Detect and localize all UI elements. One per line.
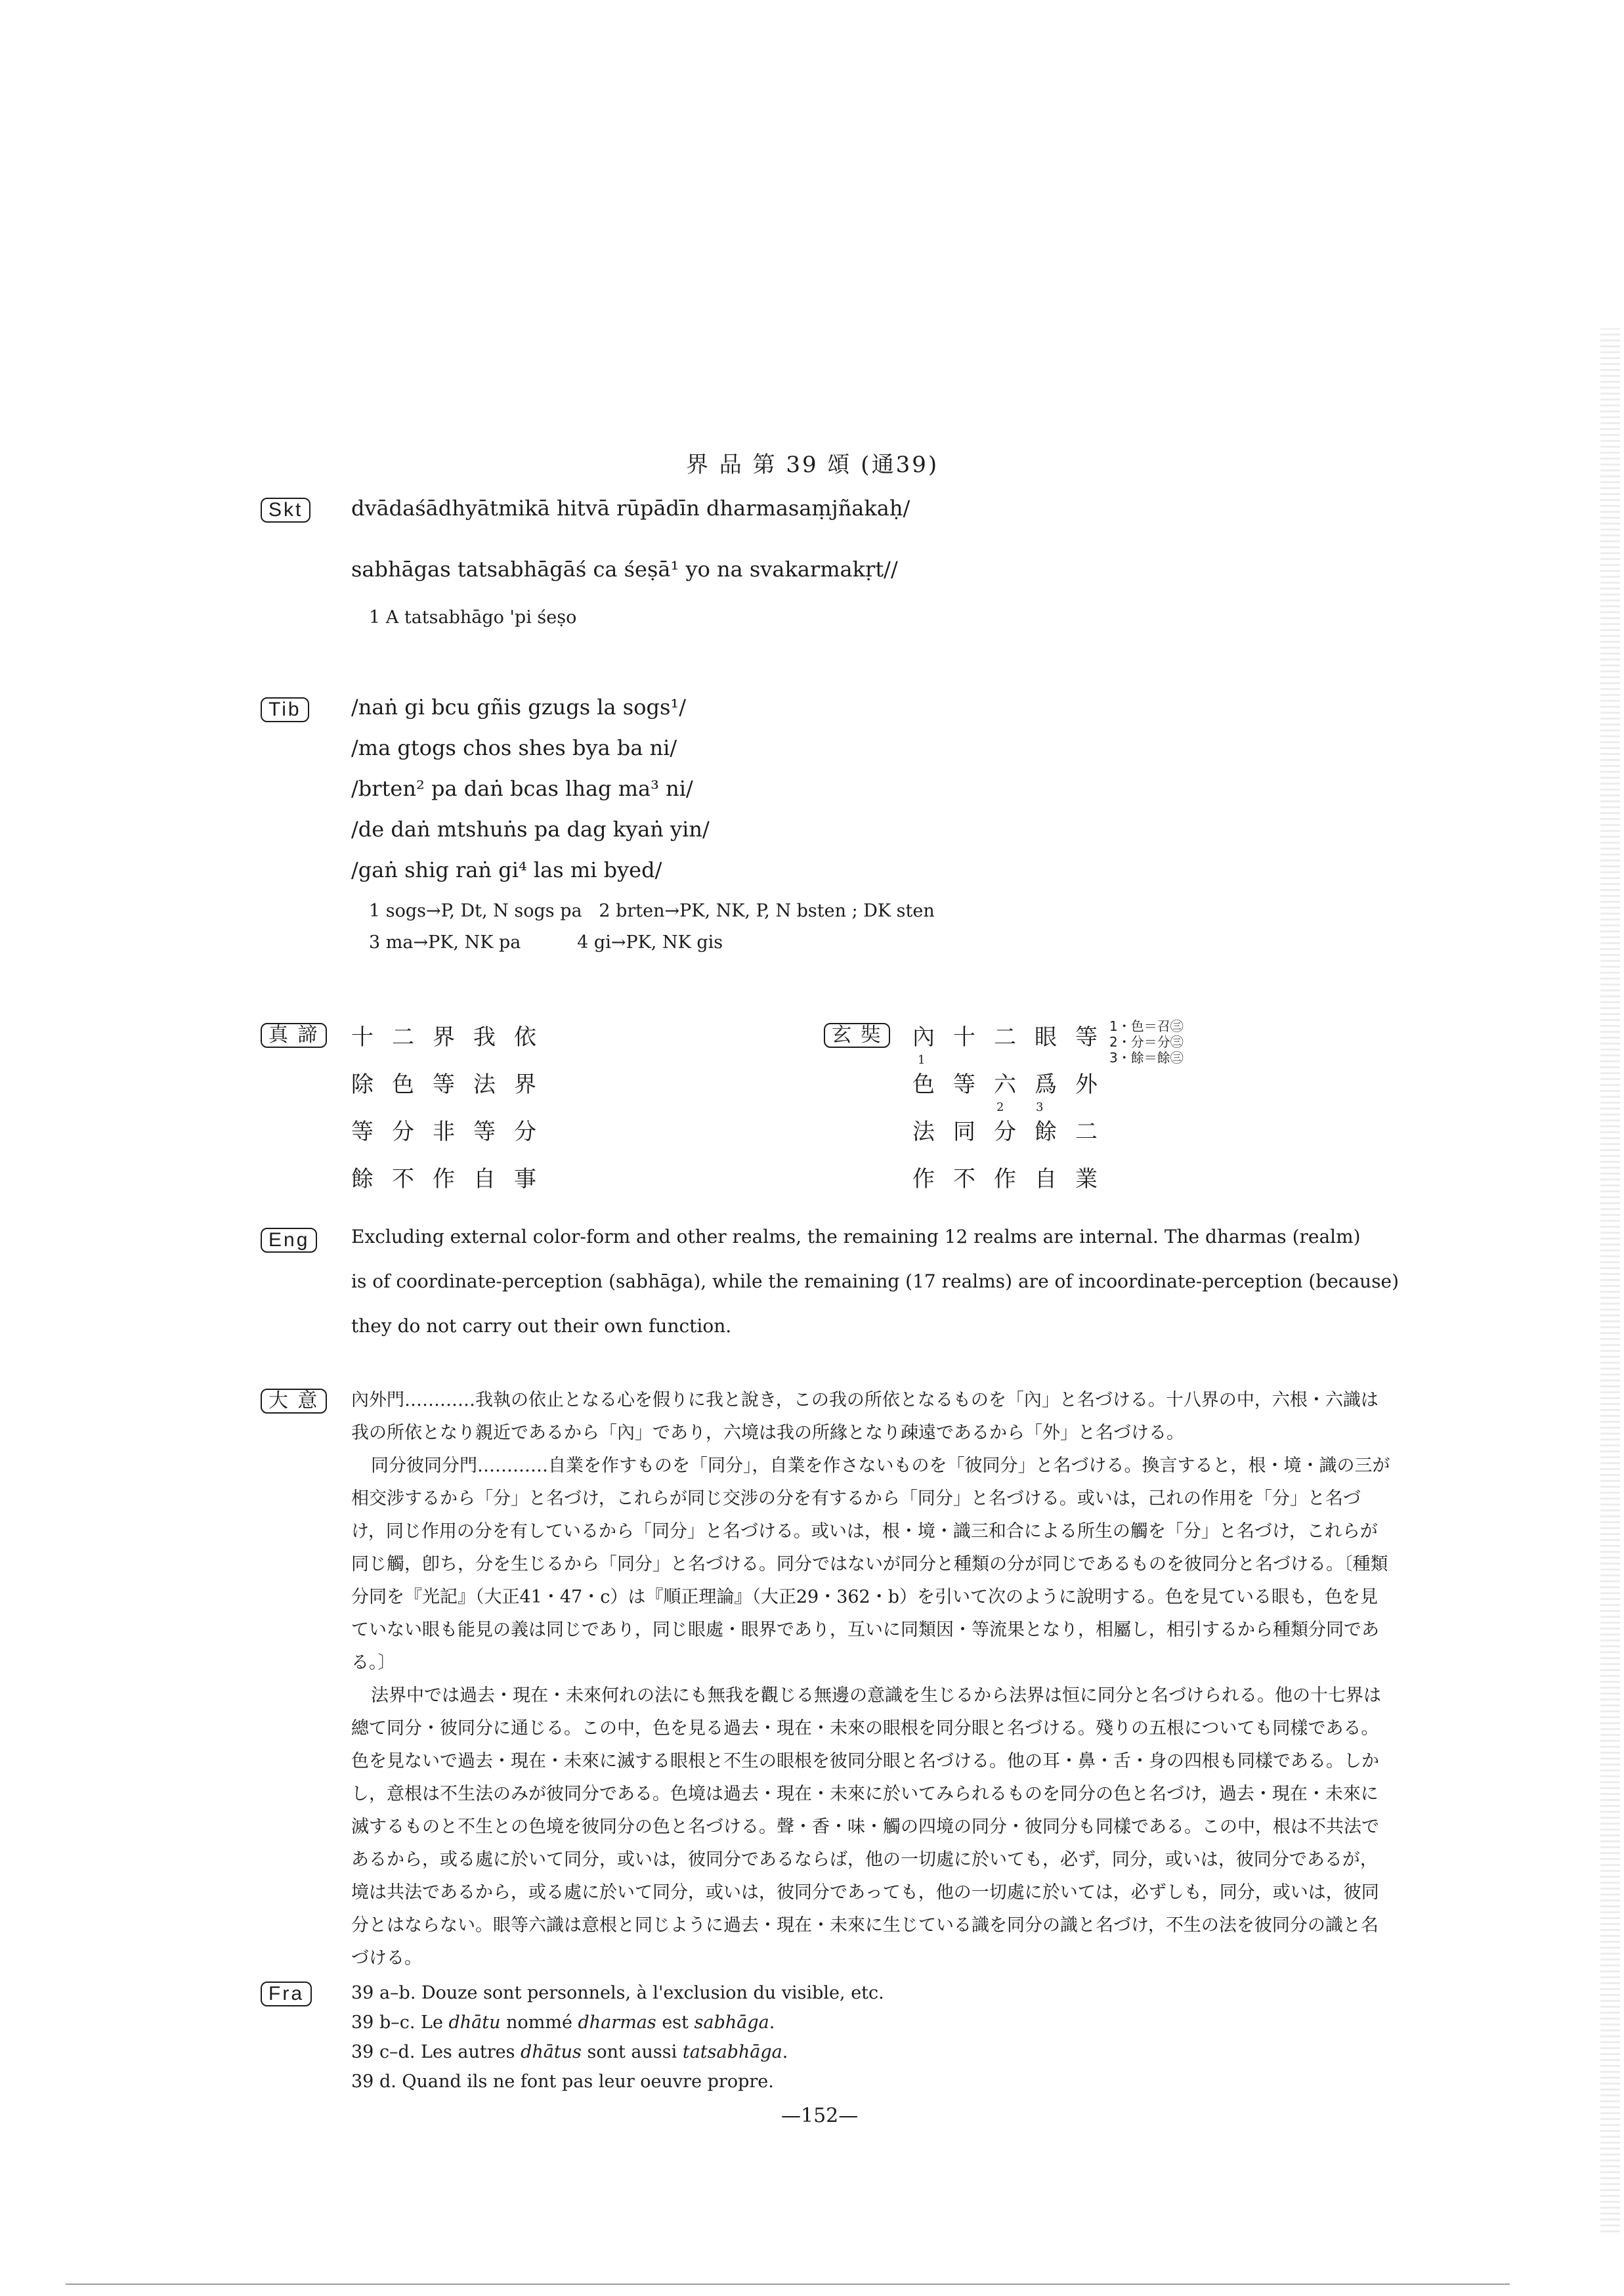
paramartha-line-1: 十二界我依 — [351, 1024, 555, 1051]
eng-line-1: Excluding external color-form and other realms, the remaining 12 realms are internal. The dharmas (realm) — [351, 1226, 1361, 1247]
page-number: —152— — [781, 2104, 859, 2127]
tib-line-4: /de daṅ mtshuṅs pa dag kyaṅ yin/ — [351, 817, 710, 842]
summary-para-2: 同分彼同分門…………自業を作すものを「同分」，自業を作さないものを「彼同分」と名づける。換言すると，根・境・識の三が相交涉するから「分」と名づけ，これらが同じ交涉の分を有するから「同分」と名づける。或いは，己れの作用を「分」と名づけ，同じ作用の分を有しているから「同分」と名づける。或いは，根・境・識三和合による所生の觸を「分」と名づけ，これらが同じ觸，卽ち，分を生じるから「同分」と名づける。同分ではないが同分と種類の分が同じであるものを彼同分と名づける。〔種類分同を『光記』（大正41・47・c）は『順正理論』（大正29・362・b）を引いて次のように說明する。色を見ている眼も，色を見ていない眼も能見の義は同じであり，同じ眼處・眼界であり，互いに同類因・等流果となり，相屬し，相引するから種類分同である。〕 — [351, 1456, 1390, 1673]
label-paramartha: 真 諦 — [261, 1023, 327, 1048]
tib-line-2: /ma gtogs chos shes bya ba ni/ — [351, 735, 677, 760]
label-fra: Fra — [261, 1982, 312, 2006]
xuanzang-variant-2: 2・分＝分㊂ — [1109, 1034, 1184, 1050]
fra-line-3-c: sont aussi — [581, 2042, 683, 2062]
tib-line-3: /brten² pa daṅ bcas lhag ma³ ni/ — [351, 776, 693, 801]
fra-line-4: 39 d. Quand ils ne font pas leur oeuvre propre. — [351, 2071, 774, 2092]
paramartha-line-4: 餘不作自事 — [351, 1166, 555, 1192]
xuanzang-line-2: 色等六爲外 — [912, 1072, 1116, 1098]
tib-line-1: /naṅ gi bcu gñis gzugs la sogs¹/ — [351, 695, 686, 720]
skt-line-2: sabhāgas tatsabhāgāś ca śeṣā¹ yo na svakarmakṛt// — [351, 557, 898, 582]
label-tib: Tib — [261, 697, 309, 722]
fra-line-2-a: 39 b–c. Le — [351, 2012, 449, 2033]
eng-line-2: is of coordinate-perception (sabhāga), while the remaining (17 realms) are of incoordinate-perception (because) — [351, 1270, 1400, 1292]
fra-term-sabhaga: sabhāga — [694, 2012, 769, 2033]
fra-line-2 — [351, 2008, 884, 2037]
fra-line-2-g: . — [769, 2012, 775, 2033]
xuanzang-variant-3: 3・餘＝餘㊂ — [1109, 1050, 1184, 1066]
xuanzang-variant-1: 1・色＝召㊂ — [1109, 1018, 1184, 1034]
tib-footnote-2: 3 ma→PK, NK pa 4 gi→PK, NK gis — [369, 932, 723, 953]
scan-bottom-line — [66, 2284, 1510, 2285]
xuanzang-line-4: 作不作自業 — [912, 1166, 1116, 1192]
fra-term-dhatus: dhātus — [521, 2042, 582, 2062]
summary-para-1: 內外門…………我執の依止となる心を假りに我と說き，この我の所依となるものを「內」と名づける。十八界の中，六根・六識は我の所依となり親近であるから「內」であり，六境は我の所緣となり疎遠であるから「外」と名づける。 — [351, 1390, 1378, 1443]
variant-marker-2: 2 — [996, 1100, 1004, 1114]
page-title: 界 品 第 39 頌 (通39) — [686, 452, 939, 478]
fra-line-2-e: est — [656, 2012, 694, 2033]
fra-line-1: 39 a–b. Douze sont personnels, à l'exclusion du visible, etc. — [351, 1983, 884, 2003]
variant-marker-1: 1 — [918, 1053, 926, 1067]
label-xuanzang: 玄 奘 — [824, 1023, 890, 1048]
fra-line-2-c: nommé — [500, 2012, 578, 2033]
label-skt: Skt — [261, 498, 310, 523]
xuanzang-line-1: 內十二眼等 — [912, 1024, 1116, 1051]
fra-term-tatsabhaga: tatsabhāga — [682, 2042, 782, 2062]
fra-term-dharmas: dharmas — [578, 2012, 656, 2033]
tib-footnote-1: 1 sogs→P, Dt, N sogs pa 2 brten→PK, NK, P, N bsten ; DK sten — [369, 901, 935, 921]
paramartha-line-2: 除色等法界 — [351, 1072, 555, 1098]
label-eng: Eng — [261, 1228, 317, 1253]
tib-line-5: /gaṅ shig raṅ gi⁴ las mi byed/ — [351, 857, 662, 882]
xuanzang-line-3: 法同分餘二 — [912, 1119, 1116, 1145]
scan-edge-noise — [1600, 328, 1620, 2232]
fra-block — [351, 1978, 884, 2096]
fra-line-3-e: . — [782, 2042, 788, 2062]
label-taii: 大 意 — [261, 1389, 327, 1414]
fra-line-3 — [351, 2037, 884, 2067]
skt-line-1: dvādaśādhyātmikā hitvā rūpādīn dharmasaṃjñakaḥ/ — [351, 496, 910, 521]
skt-footnote: 1 A tatsabhāgo 'pi śeṣo — [369, 607, 577, 628]
variant-marker-3: 3 — [1036, 1100, 1044, 1114]
summary-para-3: 法界中では過去・現在・未來何れの法にも無我を觀じる無邊の意識を生じるから法界は恒に同分と名づけられる。他の十七界は總て同分・彼同分に通じる。この中，色を見る過去・現在・未來の眼根を同分眼と名づける。殘りの五根についても同樣である。色を見ないで過去・現在・未來に滅する眼根と不生の眼根を彼同分眼と名づける。他の耳・鼻・舌・身の四根も同樣である。しかし，意根は不生法のみが彼同分である。色境は過去・現在・未來に於いてみられるものを同分の色と名づけ，過去・現在・未來に滅するものと不生との色境を彼同分の色と名づける。聲・香・味・觸の四境の同分・彼同分も同樣である。この中，根は不共法であるから，或る處に於いて同分，或いは，彼同分であるならば，他の一切處に於いても，必ず，同分，或いは，彼同分であるが，境は共法であるから，或る處に於いて同分，或いは，彼同分であっても，他の一切處に於いては，必ずしも，同分，或いは，彼同分とはならない。眼等六識は意根と同じように過去・現在・未來に生じている識を同分の識と名づけ，不生の法を彼同分の識と名づける。 — [351, 1685, 1381, 1968]
summary-body — [351, 1384, 1395, 1975]
fra-term-dhatu: dhātu — [448, 2012, 501, 2033]
eng-line-3: they do not carry out their own function. — [351, 1315, 732, 1337]
paramartha-line-3: 等分非等分 — [351, 1119, 555, 1145]
fra-line-3-a: 39 c–d. Les autres — [351, 2042, 521, 2062]
